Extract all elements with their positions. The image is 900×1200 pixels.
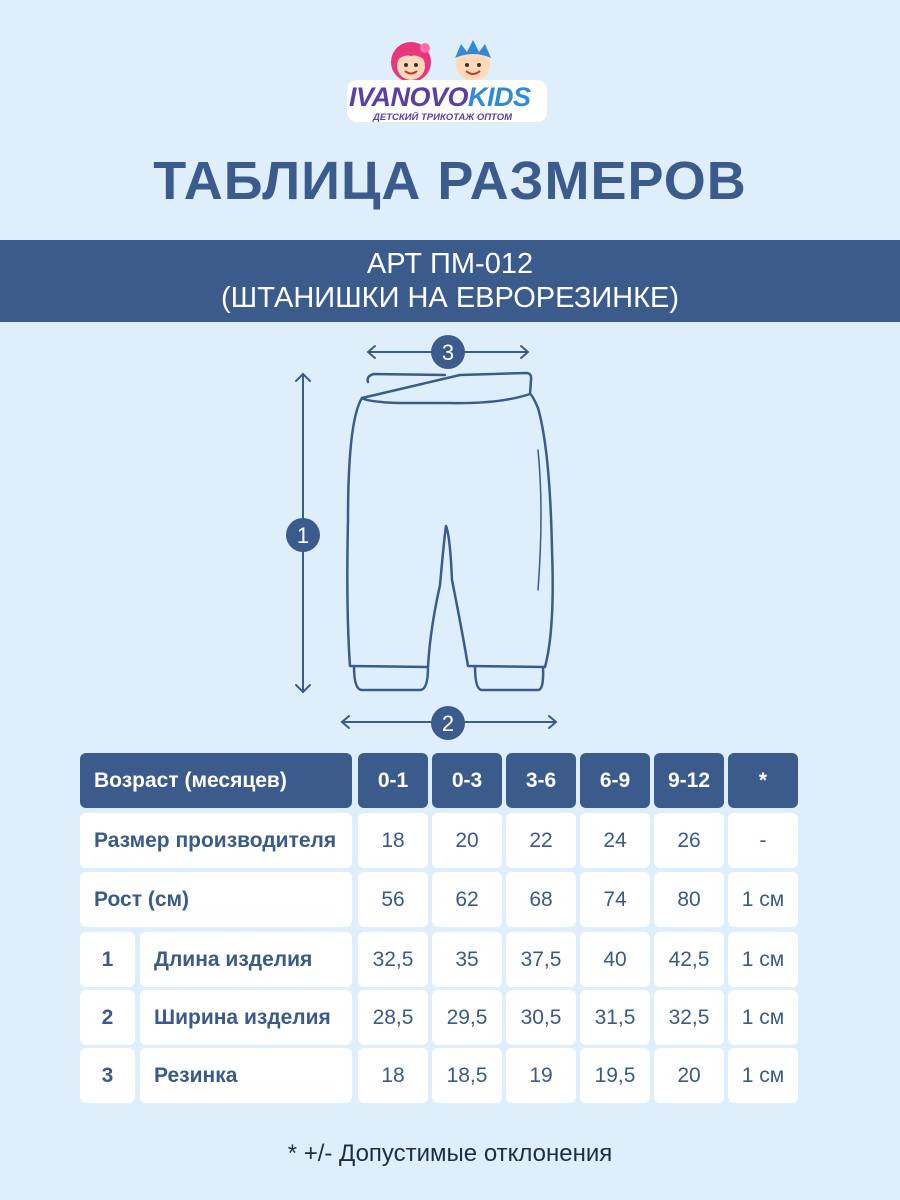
value-cell: 19,5 xyxy=(580,1048,650,1103)
pants-right-cuff xyxy=(475,666,543,690)
row-label-cell: Рост (см) xyxy=(80,872,352,927)
value-cell: 40 xyxy=(580,932,650,987)
value-cell: 20 xyxy=(432,813,502,868)
footnote: * +/- Допустимые отклонения xyxy=(287,1140,613,1167)
value-cell: 19 xyxy=(506,1048,576,1103)
value-cell: 1 см xyxy=(728,990,798,1045)
marker-3 xyxy=(431,335,465,369)
article-banner xyxy=(0,240,900,322)
header-age-cell: * xyxy=(728,753,798,808)
pants-left-cuff xyxy=(354,666,428,690)
row-number-cell: 1 xyxy=(80,932,135,987)
page-title: ТАБЛИЦА РАЗМЕРОВ xyxy=(153,151,747,211)
value-cell: 31,5 xyxy=(580,990,650,1045)
svg-text:2: 2 xyxy=(441,711,455,736)
value-cell: 62 xyxy=(432,872,502,927)
value-cell: 18,5 xyxy=(432,1048,502,1103)
value-cell: 1 см xyxy=(728,1048,798,1103)
pants-waistband xyxy=(362,373,531,403)
logo-tagline: ДЕТСКИЙ ТРИКОТАЖ ОПТОМ xyxy=(373,112,513,123)
value-cell: 32,5 xyxy=(358,932,428,987)
value-cell: 26 xyxy=(654,813,724,868)
logo-wordmark-part1: IVANOVO xyxy=(349,82,469,112)
marker-2 xyxy=(431,706,465,740)
header-age-cell: 0-1 xyxy=(358,753,428,808)
value-cell: 74 xyxy=(580,872,650,927)
row-label-cell: Длина изделия xyxy=(140,932,352,987)
value-cell: 30,5 xyxy=(506,990,576,1045)
value-cell: - xyxy=(728,813,798,868)
header-label-age: Возраст (месяцев) xyxy=(80,753,352,808)
logo-wordmark xyxy=(349,84,531,111)
value-cell: 18 xyxy=(358,813,428,868)
article-code: АРТ ПМ-012 xyxy=(366,248,534,280)
article-description: (ШТАНИШКИ НА ЕВРОРЕЗИНКЕ) xyxy=(220,282,680,314)
pants-outline xyxy=(347,394,552,667)
value-cell: 29,5 xyxy=(432,990,502,1045)
header-age-cell: 3-6 xyxy=(506,753,576,808)
header-age-cell: 9-12 xyxy=(654,753,724,808)
value-cell: 28,5 xyxy=(358,990,428,1045)
row-label-cell: Ширина изделия xyxy=(140,990,352,1045)
value-cell: 56 xyxy=(358,872,428,927)
value-cell: 18 xyxy=(358,1048,428,1103)
svg-text:1: 1 xyxy=(296,523,310,548)
value-cell: 32,5 xyxy=(654,990,724,1045)
svg-text:3: 3 xyxy=(441,340,455,365)
value-cell: 35 xyxy=(432,932,502,987)
value-cell: 37,5 xyxy=(506,932,576,987)
value-cell: 20 xyxy=(654,1048,724,1103)
value-cell: 22 xyxy=(506,813,576,868)
header-age-cell: 6-9 xyxy=(580,753,650,808)
value-cell: 42,5 xyxy=(654,932,724,987)
row-number-cell: 3 xyxy=(80,1048,135,1103)
value-cell: 1 см xyxy=(728,872,798,927)
value-cell: 68 xyxy=(506,872,576,927)
value-cell: 24 xyxy=(580,813,650,868)
row-label-cell: Резинка xyxy=(140,1048,352,1103)
marker-1 xyxy=(286,518,320,552)
row-number-cell: 2 xyxy=(80,990,135,1045)
brand-logo xyxy=(345,38,555,128)
value-cell: 1 см xyxy=(728,932,798,987)
value-cell: 80 xyxy=(654,872,724,927)
row-label-cell: Размер производителя xyxy=(80,813,352,868)
header-age-cell: 0-3 xyxy=(432,753,502,808)
pants-diagram xyxy=(270,330,590,750)
logo-wordmark-part2: KIDS xyxy=(468,82,531,112)
